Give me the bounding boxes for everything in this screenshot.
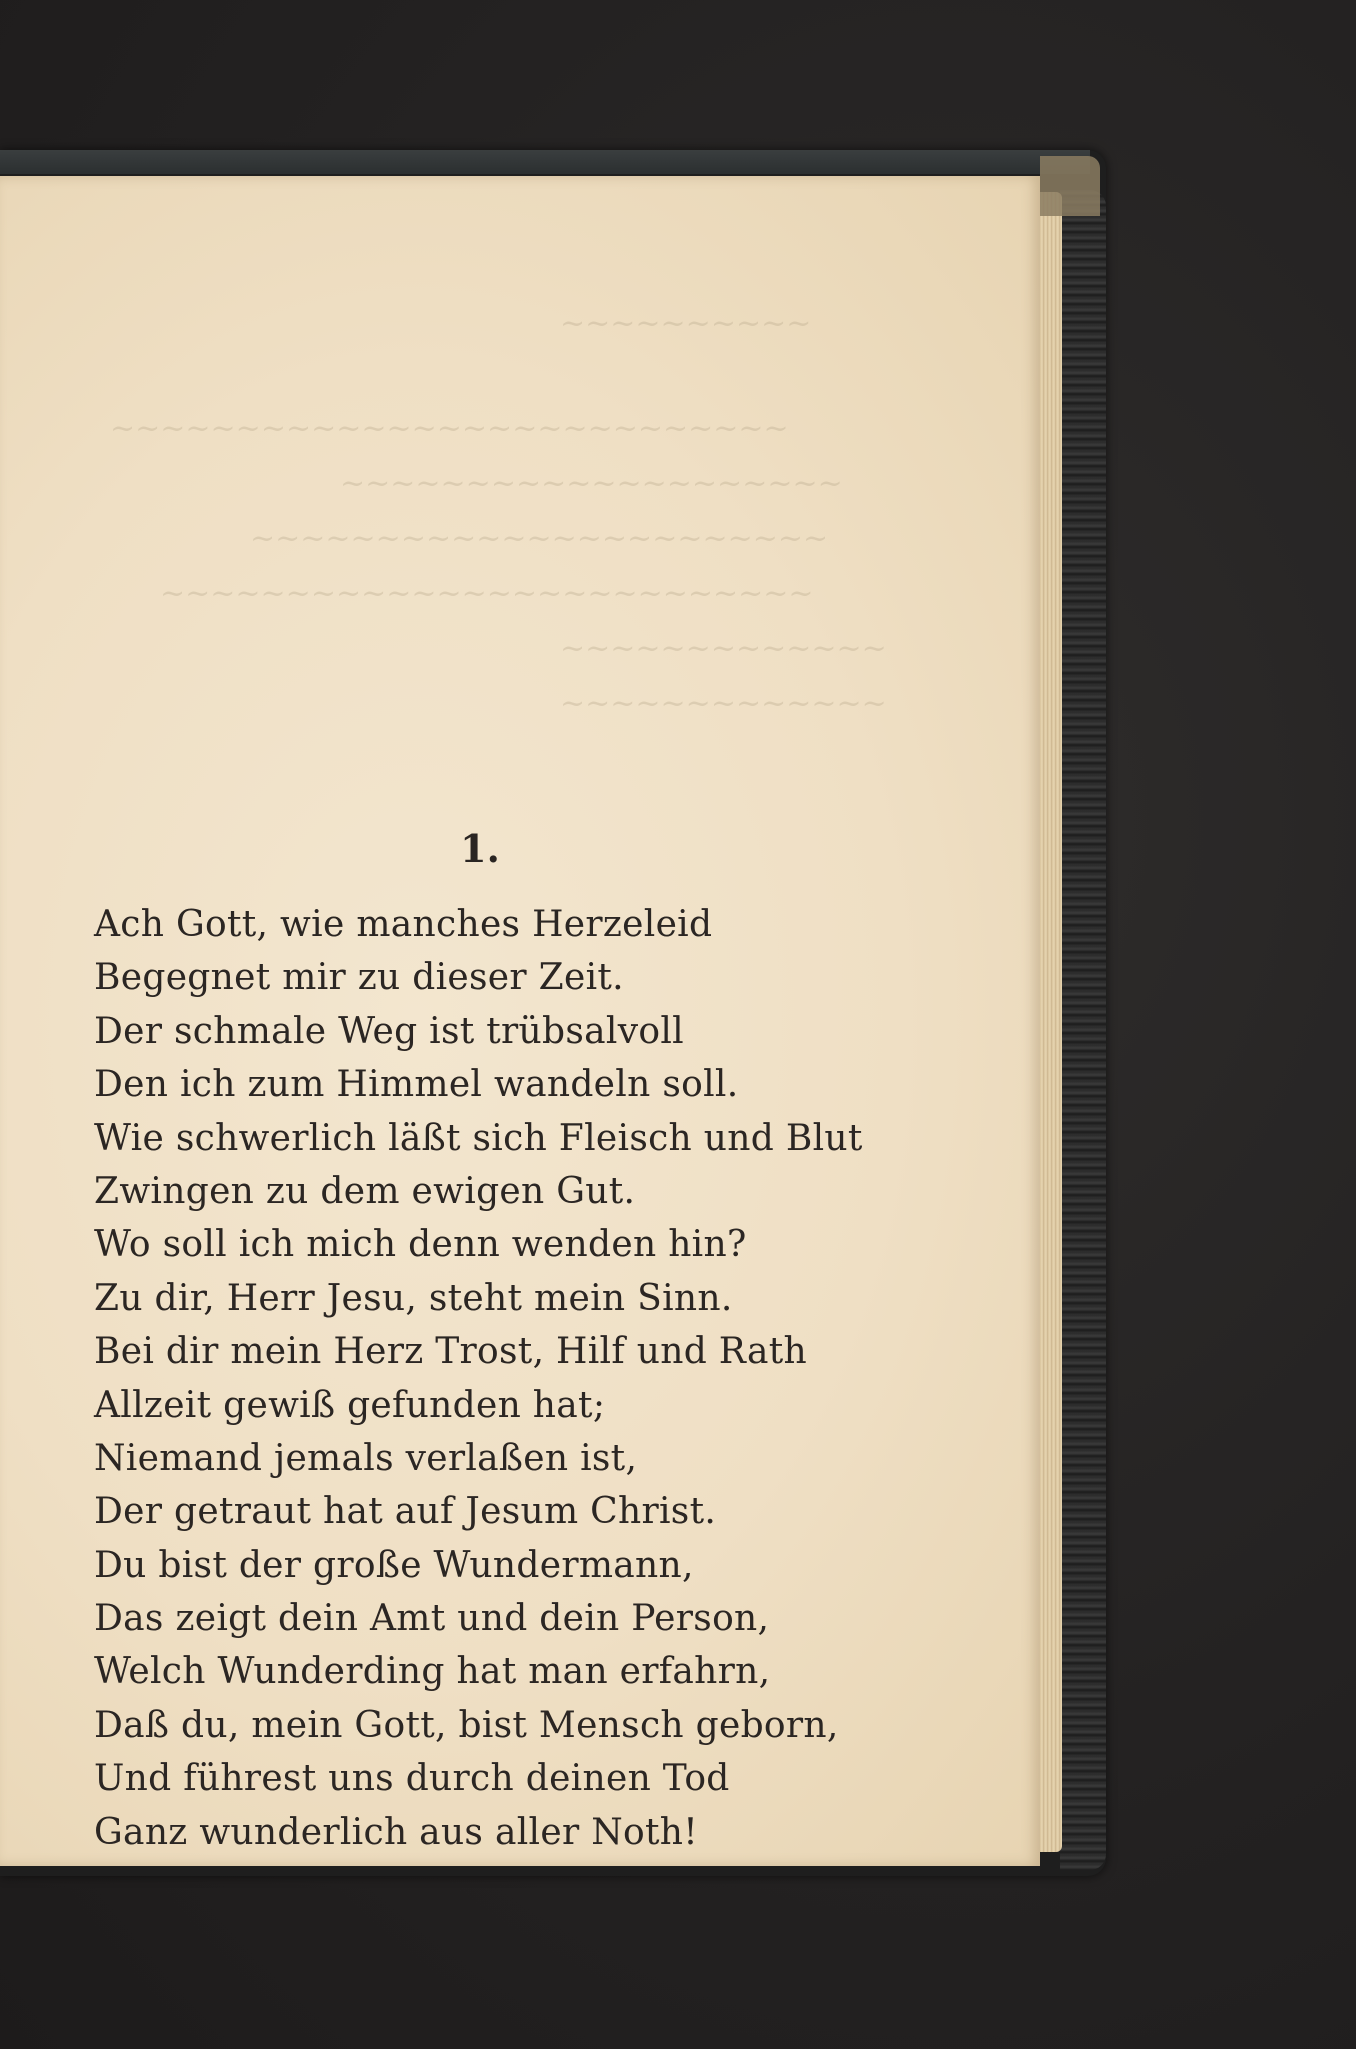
verse-line: Daß du, mein Gott, bist Mensch geborn,	[94, 1704, 839, 1746]
bleed-through-texture: ~~~~~~~~~~~~~~~~~~~~	[340, 466, 843, 501]
bleed-through-texture: ~~~~~~~~~~~~~~~~~~~~~~~~~~	[160, 576, 814, 611]
bleed-through-texture: ~~~~~~~~~~~~~~~~~~~~~~~	[250, 521, 829, 556]
verse-line: Ach Gott, wie manches Herzeleid	[94, 904, 713, 945]
book-cover-top-edge	[0, 150, 1090, 174]
bleed-through-texture: ~~~~~~~~~~~~~~~~~~~~~~~~~~~	[110, 411, 789, 446]
verse-line: Welch Wunderding hat man erfahrn,	[94, 1651, 771, 1693]
verse-line: Zwingen zu dem ewigen Gut.	[94, 1170, 636, 1212]
bleed-through-texture: ~~~~~~~~~~~~~	[560, 686, 887, 721]
verse-line: Zu dir, Herr Jesu, steht mein Sinn.	[94, 1277, 733, 1319]
verse-line: Begegnet mir zu dieser Zeit.	[94, 957, 624, 999]
poem-verse	[94, 898, 863, 1859]
verse-line: Und führest uns durch deinen Tod	[94, 1758, 730, 1800]
verse-line: Allzeit gewiß gefunden hat;	[94, 1384, 606, 1426]
verse-line: Den ich zum Himmel wandeln soll.	[94, 1064, 739, 1106]
bleed-through-texture: ~~~~~~~~~~~~~	[560, 631, 887, 666]
verse-line: Niemand jemals verlaßen ist,	[94, 1437, 638, 1479]
book-cover-side-edge	[1060, 190, 1106, 1870]
poem-number-heading: 1.	[460, 826, 500, 871]
verse-line: Der getraut hat auf Jesum Christ.	[94, 1491, 717, 1533]
verse-line: Du bist der große Wundermann,	[94, 1544, 694, 1586]
verse-line: Der schmale Weg ist trübsalvoll	[94, 1010, 684, 1052]
verse-line: Bei dir mein Herz Trost, Hilf und Rath	[94, 1331, 808, 1373]
verse-line: Das zeigt dein Amt und dein Person,	[94, 1598, 770, 1640]
verse-line: Ganz wunderlich aus aller Noth!	[94, 1811, 698, 1853]
book-page	[0, 176, 1040, 1866]
bleed-through-texture: ~~~~~~~~~~	[560, 306, 812, 341]
verse-line: Wie schwerlich läßt sich Fleisch und Blut	[94, 1117, 863, 1159]
verse-line: Wo soll ich mich denn wenden hin?	[94, 1224, 747, 1266]
worn-cover-corner	[1040, 156, 1100, 216]
